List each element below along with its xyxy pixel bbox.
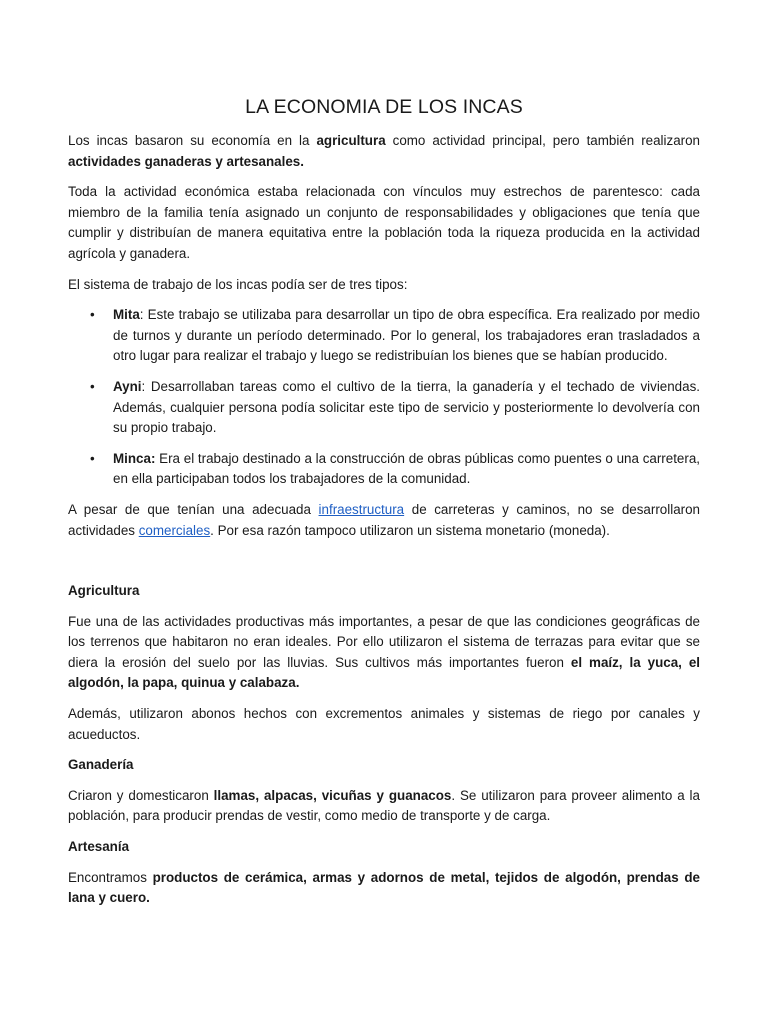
intro-text-1: Los incas basaron su economía en la (68, 133, 317, 148)
term-minca: Minca: (113, 450, 156, 466)
agricultura-text: Fue una de las actividades productivas más importantes, a pesar de que las condiciones geográficas de los terrenos que habitaron no eran ideales. Por ello utilizaron el sistema de terrazas para evitar que se diera la erosión del suelo por las lluvias. Sus cultivos más importantes fueron (68, 613, 700, 670)
artesania-products: productos de cerámica, armas y adornos de metal, tejidos de algodón, prendas de lana y cuero. (68, 869, 700, 906)
bullet-icon: • (90, 307, 95, 323)
infra-text-2: de carreteras y caminos, no se desarrollaron actividades (68, 501, 700, 538)
heading-artesania: Artesanía (68, 839, 130, 855)
heading-agricultura: Agricultura (68, 583, 140, 599)
work-system-intro: El sistema de trabajo de los incas podía ser de tres tipos: (68, 276, 408, 292)
ganaderia-text-1: Criaron y domesticaron (68, 787, 214, 803)
ganaderia-text-2: . Se utilizaron para proveer alimento a la población, para producir prendas de vestir, como medio de transporte y de carga. (68, 787, 700, 824)
term-ayni: Ayni (113, 378, 142, 394)
intro-bold-agricultura: agricultura (316, 133, 386, 148)
intro-bold-actividades: actividades ganaderas y artesanales. (68, 153, 304, 169)
kinship-paragraph: Toda la actividad económica estaba relacionada con vínculos muy estrechos de parentesco: cada miembro de la familia tenía asignado un conjunto de responsabilidades y obligaciones que tenía que cumplir y distribuían de manera equitativa entre la población toda la riqueza producida en la actividad agrícola y ganadera. (68, 184, 700, 261)
infra-text-3: . Por esa razón tampoco utilizaron un sistema monetario (moneda). (210, 522, 610, 538)
infrastructure-paragraph (68, 500, 700, 541)
list-item-minca (68, 449, 700, 490)
list-item-mita (68, 305, 700, 367)
comerciales-link[interactable]: comerciales (138, 522, 211, 538)
agricultura-paragraph-1 (68, 612, 700, 694)
document-title: LA ECONOMIA DE LOS INCAS (245, 96, 523, 118)
list-item-ayni (68, 377, 700, 439)
infraestructura-link[interactable]: infraestructura (318, 501, 405, 517)
artesania-paragraph (68, 868, 700, 909)
desc-ayni: : Desarrollaban tareas como el cultivo de la tierra, la ganadería y el techado de viviendas. Además, cualquier persona podía solicitar este tipo de servicio y posteriormente lo devolvería con su propio trabajo. (113, 378, 700, 436)
heading-ganaderia: Ganadería (68, 757, 134, 773)
bullet-icon: • (90, 378, 95, 394)
term-mita: Mita (113, 307, 140, 323)
agricultura-crops: el maíz, la yuca, el algodón, la papa, quinua y calabaza. (68, 654, 700, 691)
bullet-icon: • (90, 450, 95, 466)
agricultura-paragraph-2: Además, utilizaron abonos hechos con excrementos animales y sistemas de riego por canales y acueductos. (68, 706, 700, 742)
intro-text-2: como actividad principal, pero también realizaron (385, 133, 700, 148)
work-types-list (68, 305, 700, 490)
intro-paragraph (68, 131, 700, 172)
artesania-text-1: Encontramos (68, 869, 153, 885)
ganaderia-paragraph (68, 786, 700, 827)
desc-mita: : Este trabajo se utilizaba para desarrollar un tipo de obra específica. Era realizado por medio de turnos y durante un período determinado. Por lo general, los trabajadores eran trasladados a otro lugar para realizar el trabajo y luego se redistribuían los bienes que se habían producido. (113, 307, 700, 364)
infra-text-1: A pesar de que tenían una adecuada (68, 501, 319, 517)
ganaderia-animals: llamas, alpacas, vicuñas y guanacos (213, 787, 452, 803)
desc-minca: Era el trabajo destinado a la construcción de obras públicas como puentes o una carretera, en ella participaban todos los trabajadores de la comunidad. (113, 450, 700, 487)
